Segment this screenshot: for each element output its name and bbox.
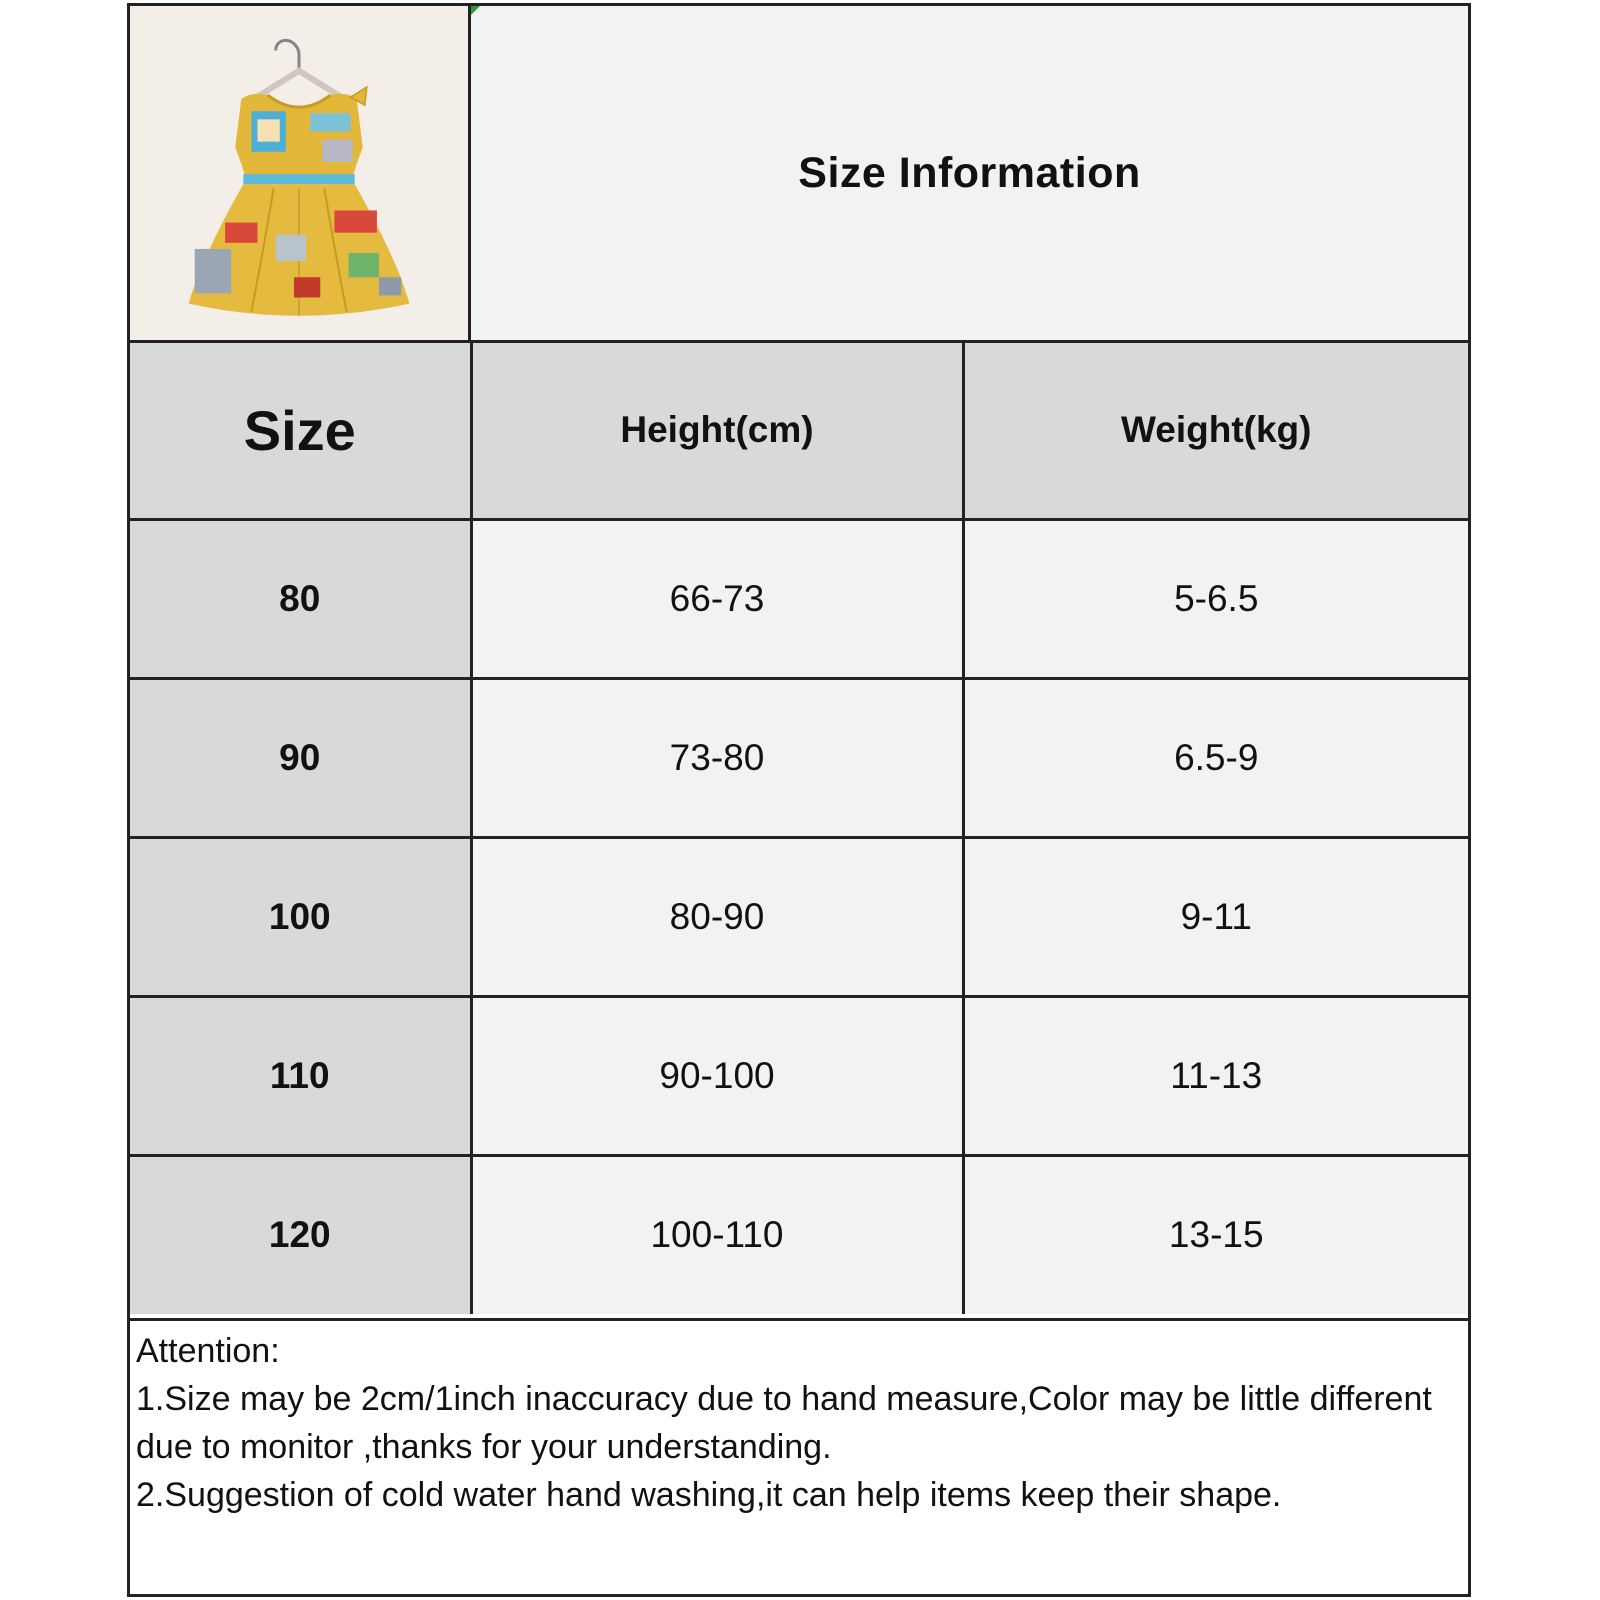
table-row [130,996,1468,1155]
weight-cell: 11-13 [963,996,1468,1155]
product-photo [130,6,471,340]
size-chart-sheet [127,3,1471,1597]
page-title: Size Information [798,148,1141,197]
weight-cell: 9-11 [963,837,1468,996]
notes-line-1: 1.Size may be 2cm/1inch inaccuracy due to hand measure,Color may be little different due to monitor ,thanks for your understanding. [136,1380,1432,1466]
height-cell: 100-110 [471,1155,963,1314]
size-cell: 110 [130,996,471,1155]
height-cell: 66-73 [471,519,963,678]
column-header-weight: Weight(kg) [963,343,1468,519]
weight-cell: 13-15 [963,1155,1468,1314]
dress-on-hanger-image [130,6,468,340]
size-cell: 100 [130,837,471,996]
header-block [130,6,1468,343]
size-cell: 90 [130,678,471,837]
table-row [130,837,1468,996]
weight-cell: 6.5-9 [963,678,1468,837]
attention-notes [130,1318,1468,1594]
notes-heading: Attention: [136,1332,280,1370]
size-cell: 120 [130,1155,471,1314]
height-cell: 80-90 [471,837,963,996]
table-header-row [130,343,1468,519]
table-row [130,519,1468,678]
cell-marker-icon [471,6,480,15]
notes-line-2: 2.Suggestion of cold water hand washing,it can help items keep their shape. [136,1476,1282,1514]
column-header-height: Height(cm) [471,343,963,519]
height-cell: 90-100 [471,996,963,1155]
size-table [130,343,1468,1314]
table-row [130,1155,1468,1314]
size-cell: 80 [130,519,471,678]
title-cell [471,6,1468,340]
height-cell: 73-80 [471,678,963,837]
table-row [130,678,1468,837]
column-header-size: Size [130,343,471,519]
weight-cell: 5-6.5 [963,519,1468,678]
